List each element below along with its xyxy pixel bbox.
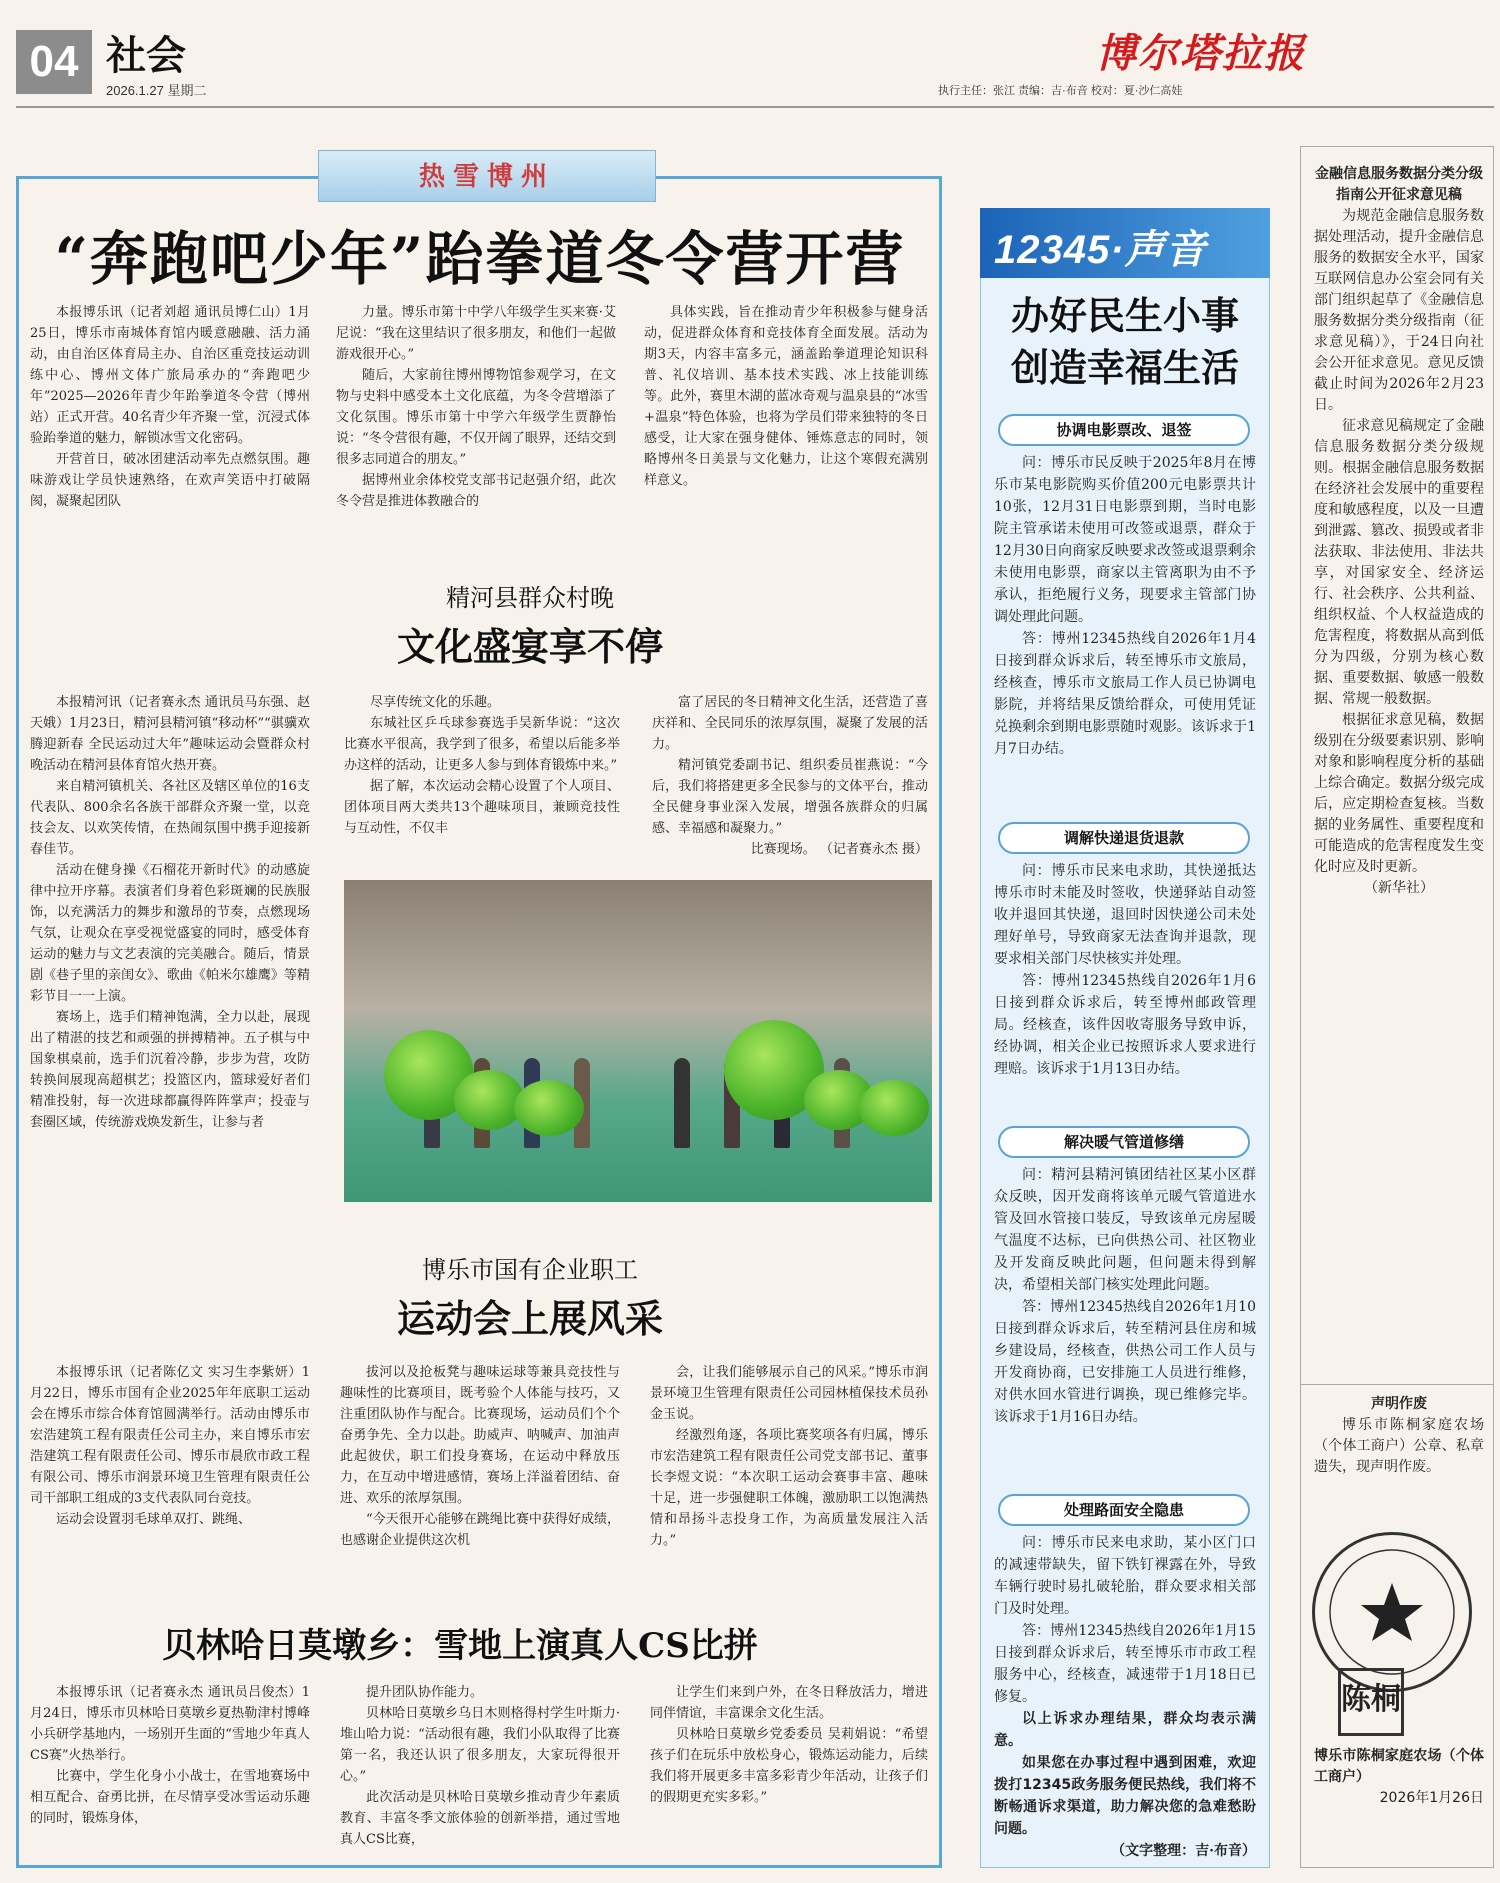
para: 本报精河讯（记者赛永杰 通讯员马东强、赵天娥）1月23日，精河县精河镇“移动杯”“骐骥欢腾迎新春 全民运动过大年”趣味运动会暨群众村晚活动在精河县体育馆火热开赛。: [30, 695, 310, 773]
qa-heating: [994, 1164, 1256, 1428]
a2-col1: [30, 692, 310, 1133]
answer: 答：博州12345热线自2026年1月15日接到群众诉求后，转至博乐市市政工程服务中心，经核查，减速带于1月18日已修复。: [994, 1623, 1256, 1705]
staff-line: 执行主任：张江 责编：吉·布音 校对：夏·沙仁高娃: [938, 85, 1183, 97]
headline-taekwondo: “奔跑吧少年”跆拳道冬令营开营: [54, 225, 906, 293]
answer: 答：博州12345热线自2026年1月4日接到群众诉求后，转至博乐市文旅局，经核查，博乐市文旅局工作人员已协调电影院，并将结果反馈给群众，可使用凭证兑换剩余到期电影票随时观影。该诉求于1月7日办结。: [994, 631, 1256, 757]
headline-line2: 创造幸福生活: [1010, 345, 1239, 390]
question: 问：博乐市民来电求助，某小区门口的减速带缺失，留下铁钉裸露在外，导致车辆行驶时易扎破轮胎，群众要求相关部门及时处理。: [994, 1535, 1256, 1617]
para: 拔河以及抢板凳与趣味运球等兼具竞技性与趣味性的比赛项目，既考验个人体能与技巧，又注重团队协作与配合。比赛现场，运动员们个个奋勇争先、全力以赴。助威声、呐喊声、加油声此起彼伏，职工们投身赛场，在运动中释放压力，在互动中增进感情，赛场上洋溢着团结、奋进、欢乐的浓厚氛围。: [340, 1365, 620, 1506]
hotline-appeal: 如果您在办事过程中遇到困难，欢迎拨打12345政务服务便民热线，我们将不断畅通诉求渠道，助力解决您的急难愁盼问题。: [994, 1755, 1256, 1837]
a1-col3: [644, 302, 928, 491]
para: 开营首日，破冰团建活动率先点燃氛围。趣味游戏让学员快速熟络，在欢声笑语中打破隔阂，凝聚起团队: [30, 452, 310, 509]
a3-subtitle: 博乐市国有企业职工: [422, 1256, 638, 1284]
para: 此次活动是贝林哈日莫墩乡推动青少年素质教育、丰富冬季文旅体验的创新举措，通过雪地真人CS比赛，: [340, 1790, 620, 1847]
question: 问：精河县精河镇团结社区某小区群众反映，因开发商将该单元暖气管道进水管及回水管接口装反，导致该单元房屋暖气温度不达标，已向供热公司、社区物业及开发商反映此问题，但问题未得到解决，希望相关部门核实处理此问题。: [994, 1167, 1256, 1293]
declarant: [1314, 1746, 1484, 1809]
para: 经激烈角逐，各项比赛奖项各有归属，博乐市宏浩建筑工程有限责任公司党支部书记、董事长李煜文说：“本次职工运动会赛事丰富、趣味十足，进一步强健职工体魄，激励职工以饱满热情和昂扬斗志投身工作，为高质量发展注入活力。”: [650, 1428, 928, 1548]
newspaper-logo: 博尔塔拉报: [1096, 30, 1306, 77]
inflatable-caterpillar-body: [859, 1080, 929, 1136]
a4-col2: [340, 1682, 620, 1850]
a4-col3: [650, 1682, 928, 1808]
a2-col3: [652, 692, 928, 860]
a4-headline: 贝林哈日莫墩乡：雪地上演真人CS比拼: [162, 1626, 758, 1666]
closing-note: 以上诉求办理结果，群众均表示满意。: [994, 1711, 1256, 1749]
sidebar-news: [1314, 164, 1484, 899]
para: 活动在健身操《石榴花开新时代》的动感旋律中拉开序幕。表演者们身着色彩斑斓的民族服饰，以充满活力的舞步和激昂的节奏，点燃现场气氛，让观众在享受视觉盛宴的同时，感受体育运动的魅力与文艺表演的完美融合。随后，情景剧《巷子里的亲闺女》、歌曲《帕米尔雄鹰》等精彩节目一一上演。: [30, 863, 310, 1004]
issue-date: 2026.1.27 星期二: [106, 83, 207, 98]
para: 征求意见稿规定了金融信息服务数据分类分级规则。根据金融信息服务数据在经济社会发展中的重要程度和敏感程度，以及一旦遭到泄露、篡改、损毁或者非法获取、非法使用、非法共享，对国家安全、经济运行、社会秩序、公共利益、组织权益、个人权益造成的危害程度，将数据从高到低分为四级，分别为核心数据、重要数据、敏感一般数据、常规一般数据。: [1314, 418, 1484, 707]
topic-pill-express: 调解快递退货退款: [998, 822, 1250, 854]
para: 贝林哈日莫墩乡乌日木则格得村学生叶斯力·堆山哈力说：“活动很有趣，我们小队取得了比赛第一名，我还认识了很多朋友，大家玩得很开心。”: [340, 1706, 620, 1784]
para: 为规范金融信息服务数据处理活动，提升金融信息服务的数据安全水平，国家互联网信息办公室会同有关部门组织起草了《金融信息服务数据分类分级指南（征求意见稿）》，于24日向社会公开征求意见。意见反馈截止时间为2026年2月23日。: [1314, 208, 1484, 413]
para: 本报博乐讯（记者陈亿文 实习生李紫妍）1月22日，博乐市国有企业2025年年底职工运动会在博乐市综合体育馆圆满举行。活动由博乐市宏浩建筑工程有限责任公司主办，来自博乐市宏浩建筑工程有限责任公司、博乐市晨欣市政工程有限公司、博乐市润景环境卫生管理有限责任公司干部职工组成的3支代表队同台竞技。: [30, 1365, 310, 1506]
topic-pill-movie: 协调电影票改、退签: [998, 414, 1250, 446]
para: 精河镇党委副书记、组织委员崔燕说：“今后，我们将搭建更多全民参与的文体平台，推动全民健身事业深入发展，增强各族群众的归属感、幸福感和凝聚力。”: [652, 758, 928, 836]
para: 运动会设置羽毛球单双打、跳绳、: [56, 1512, 252, 1527]
personal-seal-stamp: 陈桐: [1338, 1668, 1404, 1736]
a3-col2: [340, 1362, 620, 1551]
source-tag: （新华社）: [1364, 880, 1434, 896]
para: 贝林哈日莫墩乡党委委员 吴莉娟说：“希望孩子们在玩乐中放松身心，锻炼运动能力，后续我们将开展更多丰富多彩青少年活动，让孩子们的假期更充实多彩。”: [650, 1727, 928, 1805]
credit: （文字整理：吉·布音）: [1111, 1843, 1256, 1859]
para: 会，让我们能够展示自己的风采。”博乐市润景环境卫生管理有限责任公司园林植保技术员孙金玉说。: [650, 1365, 928, 1422]
para: 让学生们来到户外，在冬日释放活力，增进同伴情谊，丰富课余文化生活。: [650, 1685, 928, 1721]
star-icon: [1315, 1535, 1469, 1689]
page-number: 04: [16, 30, 92, 94]
a3-headline: 运动会上展风采: [396, 1296, 663, 1341]
para: 赛场上，选手们精神饱满，全力以赴，展现出了精湛的技艺和顽强的拼搏精神。五子棋与中国象棋桌前，选手们沉着冷静，步步为营，攻防转换间展现高超棋艺；投篮区内，篮球爱好者们精准投射，每一次进球都赢得阵阵掌声；投壶与套圈区域，传统游戏焕发新生，让参与者: [30, 1010, 310, 1130]
sidebar-title: 金融信息服务数据分类分级指南公开征求意见稿: [1315, 166, 1483, 203]
answer: 答：博州12345热线自2026年1月6日接到群众诉求后，转至博州邮政管理局。经核查，该件因收寄服务导致申诉，经协调，相关企业已按照诉求人要求进行理赔。该诉求于1月13日办结。: [994, 973, 1256, 1077]
para: 据博州业余体校党支部书记赵强介绍，此次冬令营是推进体教融合的: [336, 473, 616, 509]
para: 力量。博乐市第十中学八年级学生买来赛·艾尼说：“我在这里结识了很多朋友，和他们一起做游戏很开心。”: [336, 305, 616, 362]
para: 具体实践，旨在推动青少年积极参与健身活动，促进群众体育和竞技体育全面发展。活动为期3天，内容丰富多元，涵盖跆拳道理论知识科普、礼仪培训、基本技术实践、冰上技能训练等。此外，赛里木湖的蓝冰奇观与温泉县的“冰雪+温泉”特色体验，也将为学员们带来独特的冬日感受，让大家在强身健体、锤炼意志的同时，领略博州冬日美景与文化魅力，让这个寒假充满别样意义。: [644, 305, 928, 488]
declaration-title: 声明作废: [1371, 1396, 1427, 1412]
a2-headline: 文化盛宴享不停: [396, 624, 663, 669]
a3-col1: [30, 1362, 310, 1530]
event-photo: [344, 880, 932, 1202]
hotline-banner: 12345·声音: [980, 208, 1270, 278]
para: 本报博乐讯（记者刘超 通讯员博仁山）1月25日，博乐市南城体育馆内暖意融融、活力涌动，由自治区体育局主办、自治区重竞技运动训练中心、博州文体广旅局承办的“奔跑吧少年”2025—2026年青少年跆拳道冬令营（博州站）正式开营。40名青少年齐聚一堂，沉浸式体验跆拳道的魅力，解锁冰雪文化密码。: [30, 305, 310, 446]
qa-express: [994, 860, 1256, 1080]
person-figure: [674, 1058, 690, 1148]
para: 本报博乐讯（记者赛永杰 通讯员吕俊杰）1月24日，博乐市贝林哈日莫墩乡夏热勒津村博峰小兵研学基地内，一场别开生面的“雪地少年真人CS赛”火热举行。: [30, 1685, 310, 1763]
column-banner: 热雪博州: [318, 150, 656, 202]
inflatable-caterpillar-body: [454, 1070, 524, 1130]
a1-col2: [336, 302, 616, 512]
topic-pill-heating: 解决暖气管道修缮: [998, 1126, 1250, 1158]
photo-caption: 比赛现场。 （记者赛永杰 摄）: [750, 842, 928, 857]
para: 根据征求意见稿，数据级别在分级要素识别、影响对象和影响程度分析的基础上综合确定。数据分级完成后，应定期检查复核。当数据的业务属性、重要程度和可能造成的危害程度发生变化时应及时更新。: [1314, 712, 1484, 875]
qa-road: [994, 1532, 1256, 1862]
para: 东城社区乒乓球参赛选手吴新华说：“这次比赛水平很高，我学到了很多，希望以后能多举办这样的活动，让更多人参与到体育锻炼中来。”: [344, 716, 620, 773]
headline-line1: 办好民生小事: [1010, 293, 1239, 338]
para: 尽享传统文化的乐趣。: [370, 695, 501, 710]
question: 问：博乐市民来电求助，其快递抵达博乐市时未能及时签收，快递驿站自动签收并退回其快递，退回时因快递公司未处理好单号，导致商家无法查询并退款，现要求相关部门尽快核实并处理。: [994, 863, 1256, 967]
para: 提升团队协作能力。: [366, 1685, 484, 1700]
question: 问：博乐市民反映于2025年8月在博乐市某电影院购买价值200元电影票共计10张，12月31日电影票到期，当时电影院主管承诺未使用可改签或退票，群众于12月30日向商家反映要求改签或退票剩余未使用电影票，商家以主管离职为由不予承认，拒绝履行义务，现要求主管部门协调处理此问题。: [994, 455, 1256, 625]
section-title: 社会: [106, 33, 186, 79]
declaration-date: 2026年1月26日: [1379, 1790, 1484, 1806]
a2-col2: [344, 692, 620, 839]
a3-col3: [650, 1362, 928, 1551]
declaration: [1314, 1394, 1484, 1478]
para: “今天很开心能够在跳绳比赛中获得好成绩，也感谢企业提供这次机: [340, 1512, 620, 1548]
para: 随后，大家前往博州博物馆参观学习，在文物与史料中感受本土文化底蕴，为冬令营增添了文化氛围。博乐市第十中学六年级学生贾静怡说：“冬令营很有趣，不仅开阔了眼界，还结交到很多志同道合的朋友。”: [336, 368, 616, 467]
qa-movie: [994, 452, 1256, 760]
para: 富了居民的冬日精神文化生活，还营造了喜庆祥和、全民同乐的浓厚氛围，凝聚了发展的活力。: [652, 695, 928, 752]
a4-col1: [30, 1682, 310, 1829]
a2-subtitle: 精河县群众村晚: [446, 584, 614, 612]
sidebar-divider: [1300, 1384, 1494, 1385]
a1-col1: [30, 302, 310, 512]
para: 据了解，本次运动会精心设置了个人项目、团体项目两大类共13个趣味项目，兼顾竞技性与互动性，不仅丰: [344, 779, 620, 836]
declarant-name: 博乐市陈桐家庭农场（个体工商户）: [1314, 1748, 1484, 1785]
inflatable-caterpillar-body: [514, 1080, 584, 1136]
declaration-text: 博乐市陈桐家庭农场（个体工商户）公章、私章遗失，现声明作废。: [1314, 1417, 1484, 1475]
topic-pill-road: 处理路面安全隐患: [998, 1494, 1250, 1526]
hotline-headline: [980, 290, 1270, 394]
para: 比赛中，学生化身小小战士，在雪地赛场中相互配合、奋勇比拼，在尽情享受冰雪运动乐趣的同时，锻炼身体，: [30, 1769, 310, 1826]
answer: 答：博州12345热线自2026年1月10日接到群众诉求后，转至精河县住房和城乡建设局，经核查，供热公司工作人员与开发商协商，已安排施工人员进行维修，对供水回水管进行调换，现已维修完毕。该诉求于1月16日办结。: [994, 1299, 1256, 1425]
para: 来自精河镇机关、各社区及辖区单位的16支代表队、800余名各族干部群众齐聚一堂，以竞技会友、以欢笑传情，在热闹氛围中携手迎接新春佳节。: [30, 779, 310, 857]
header-divider: [16, 106, 1494, 108]
